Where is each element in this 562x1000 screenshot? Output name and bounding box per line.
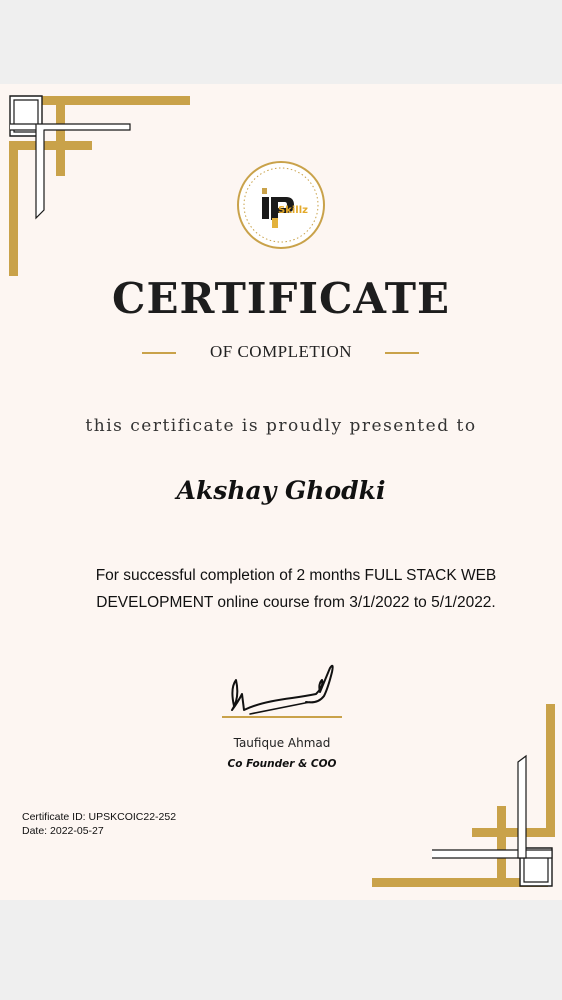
signatory-name: Taufique Ahmad <box>233 736 331 750</box>
course-description <box>86 562 506 616</box>
certificate-title: CERTIFICATE <box>112 274 450 323</box>
corner-ornament-bottom-right <box>362 696 562 900</box>
logo-brand-text: Skillz <box>278 205 308 216</box>
certificate-meta <box>22 810 176 838</box>
course-description-line-1: For successful completion of 2 months FULL STACK WEB <box>95 567 497 584</box>
certificate-subtitle: OF COMPLETION <box>209 342 353 361</box>
recipient-name: Akshay Ghodki <box>176 476 386 505</box>
presented-to-text: this certificate is proudly presented to <box>85 416 477 436</box>
course-description-line-2: DEVELOPMENT online course from 3/1/2022 to 5/1/2022. <box>96 594 496 611</box>
corner-ornament-top-left <box>0 84 200 284</box>
certificate-id: Certificate ID: UPSKCOIC22-252 <box>22 811 177 823</box>
certificate-date: Date: 2022-05-27 <box>22 825 104 837</box>
subtitle-row <box>0 340 562 364</box>
signature-image <box>220 658 344 724</box>
subtitle-right-rule <box>385 352 419 354</box>
certificate-document <box>0 84 562 900</box>
signatory-role: Co Founder & COO <box>227 758 337 770</box>
